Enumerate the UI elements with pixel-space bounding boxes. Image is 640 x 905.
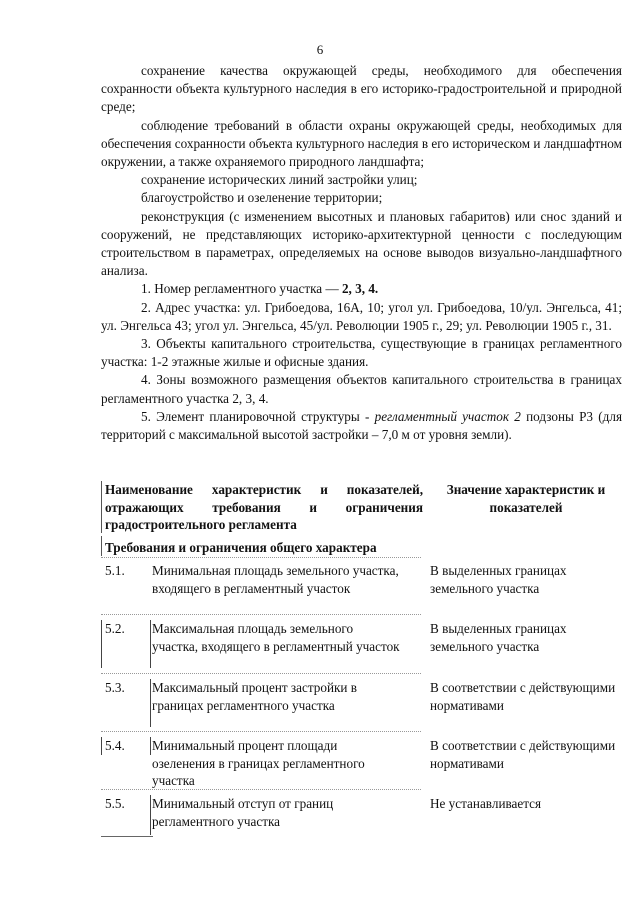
row-description: Максимальная площадь земельного участка, входящего в регламентный участок xyxy=(152,621,400,654)
item-1-value: 2, 3, 4. xyxy=(341,281,379,297)
row-divider xyxy=(101,789,421,790)
paragraph: сохранение исторических линий застройки улиц; xyxy=(141,172,418,188)
row-divider xyxy=(101,673,421,674)
row-value: В выделенных границах земельного участка xyxy=(430,563,567,596)
row-number: 5.5. xyxy=(105,796,125,811)
row-value: В соответствии с действующими нормативами xyxy=(430,680,616,713)
table-section-title: Требования и ограничения общего характера xyxy=(105,540,377,555)
page-number: 6 xyxy=(316,42,324,57)
row-number: 5.4. xyxy=(105,738,125,753)
table-border xyxy=(150,620,151,668)
item-2: 2. Адрес участка: ул. Грибоедова, 16А, 10; угол ул. Грибоедова, 10/ул. Энгельса, 41; ул. Энгельса 43; угол ул. Энгельса, 45/ул. Революции 1905 г., 29; ул. Революции 1905 г., 31. xyxy=(101,299,622,333)
table-header-right: Значение характеристик и показателей xyxy=(446,482,606,515)
item-5-suffix: подзоны Р3 (для территорий с максимальной высотой застройки – 7,0 м от уровня земли). xyxy=(101,408,623,443)
row-description: Минимальный процент площади озеленения в границах регламентного участка xyxy=(152,738,365,788)
row-divider xyxy=(101,731,421,732)
table-border xyxy=(150,679,151,727)
paragraph: реконструкция (с изменением высотных и плановых габаритов) или снос зданий и сооружений, не представляющих историко-архитектурной ценности с последующим строительством в параметрах, определяемых на основе выводов визуально-ландшафтного анализа. xyxy=(101,208,622,279)
row-number: 5.1. xyxy=(105,563,125,578)
row-divider xyxy=(101,614,421,615)
row-description: Минимальный отступ от границ регламентного участка xyxy=(152,796,334,829)
row-divider xyxy=(101,836,153,837)
row-value: В соответствии с действующими нормативами xyxy=(430,738,616,771)
row-number: 5.2. xyxy=(105,621,125,636)
table-header-left: Наименование характеристик и показателей, отражающих требования и ограничения градостроительного регламента xyxy=(105,482,423,532)
item-3: 3. Объекты капитального строительства, существующие в границах регламентного участка: 1-2 этажные жилые и офисные здания. xyxy=(101,336,622,370)
table-border xyxy=(101,737,102,755)
row-description: Минимальная площадь земельного участка, входящего в регламентный участок xyxy=(152,563,399,596)
table-border xyxy=(101,620,102,668)
table-border xyxy=(101,536,102,556)
item-1 xyxy=(101,280,622,298)
table-border xyxy=(150,795,151,835)
table-border xyxy=(101,481,102,533)
row-value: Не устанавливается xyxy=(430,796,542,811)
paragraph: благоустройство и озеленение территории; xyxy=(141,190,383,206)
row-number: 5.3. xyxy=(105,680,125,695)
row-description: Максимальный процент застройки в границах регламентного участка xyxy=(152,680,358,713)
item-4: 4. Зоны возможного размещения объектов капитального строительства в границах регламентного участка 2, 3, 4. xyxy=(101,372,622,406)
paragraph: сохранение качества окружающей среды, необходимого для обеспечения сохранности объекта культурного наследия в его историко-градостроительной и природной среде; xyxy=(101,63,622,115)
paragraph: соблюдение требований в области охраны окружающей среды, необходимых для обеспечения сохранности объекта культурного наследия в его историческом и ландшафтном окружении, а также охраняемого природного ландшафта; xyxy=(101,117,622,170)
item-5-italic: регламентный участок 2 xyxy=(374,408,521,424)
item-5-prefix: 5. Элемент планировочной структуры - xyxy=(141,408,375,424)
item-1-label: 1. Номер регламентного участка — xyxy=(141,281,342,297)
row-value: В выделенных границах земельного участка xyxy=(430,621,567,654)
table-border xyxy=(150,737,151,755)
row-divider xyxy=(101,557,421,558)
document-body xyxy=(101,62,622,444)
item-5 xyxy=(101,408,622,444)
